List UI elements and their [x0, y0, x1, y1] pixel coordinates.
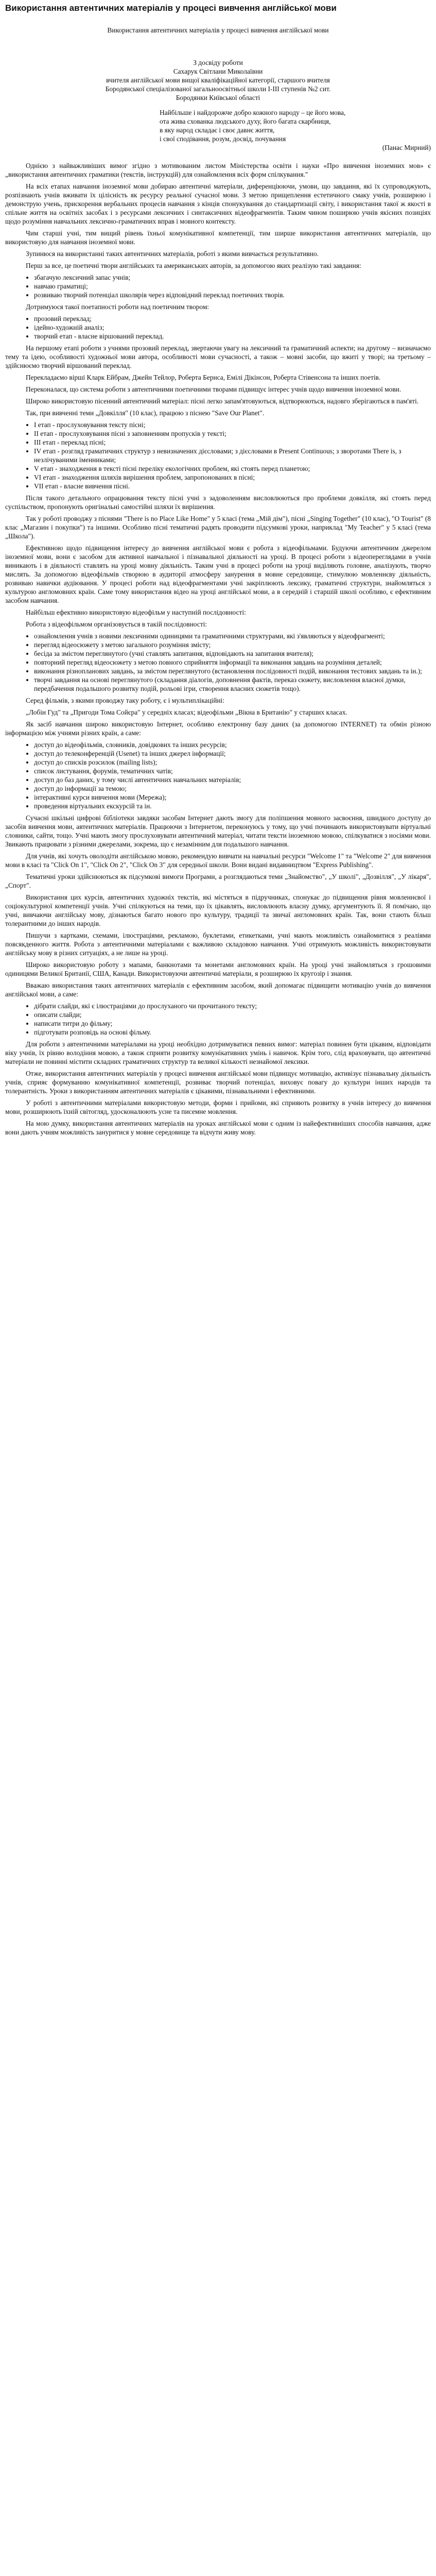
body-paragraph: Для учнів, які хочуть оволодіти англійською мовою, рекомендую вивчати на навчальні ресурси "Welcome 1" та "Welcome 2" для вивчення мови в класі та "Click On 1", "Click On 2", "Click On 3" для середньої школи. Вони видані видавництвом "Express Publishing".	[5, 852, 431, 869]
section-paragraph: Серед фільмів, з якими проводжу таку роботу, є і мультиплікаційні:	[26, 697, 224, 704]
body-paragraph: Для роботи з автентичними матеріалами на уроці необхідно дотримуватися певних вимог: матеріал повинен бути цікавим, відповідати віку учнів, їх рівню володіння мовою, а також сприяти розвитку комунікативних умінь і навичок. Крім того, слід враховувати, що автентичні матеріали не повинні містити складних граматичних структур та великої кількості незнайомої лексики.	[5, 1040, 431, 1065]
body-paragraph: Сучасні шкільні цифрові бібліотеки завдяки засобам Інтернет дають змогу для поліпшення мовного засвоєння, швидкого доступу до засобів вивчення мови, автентичних матеріалів. Працюючи з Інтернетом, переконуюсь у тому, що учні починають використовувати віртуальні словники, сайти, тощо. Учні мають змогу прослуховувати автентичний матеріал, читати тексти іноземною мовою, спілкуватися з носіями мови. Звикають працювати з різними джерелами, зокрема, що є незамінним для подальшого навчання.	[5, 814, 431, 848]
byline-line: Бородянської спеціалізованої загальноосвітньої школи І-ІІІ ступенів №2 сит.	[105, 85, 331, 93]
body-paragraph: Після такого детального опрацювання тексту пісні учні з задоволенням висловлюються про проблеми довкілля, які стоять перед суспільством, пропонують оригінальні самостійні шляхи їх вирішення.	[5, 494, 431, 511]
article-subtitle: Використання автентичних матеріалів у процесі вивчення англійської мови	[107, 26, 329, 34]
body-paragraph: Ефективною щодо підвищення інтересу до вивчення англійської мови є робота з відеофільмами. Будуючи автентичним джерелом іноземної мови, вони є засобом для активної навчальної і пізнавальної діяльності на уроці. В процесі роботи з відеопереглядами в учнів виникають і в діяльності ставлять на уроці мовну діяльність. Таким учні в процесі роботи на уроці виділяють головне, аналізують, творчо мислять. За допомогою відеофільмів створюю в аудиторії атмосферу занурення в мовне середовище, стимулюю мовленнєву діяльність, розвиваю навички аудіювання. У процесі роботи над відеофрагментами учні закріплюють лексику, граматичні структури, знайомляться з культурою англомовних країн. Саме тому використання відео на уроці англійської мови, а в середній і старшій школі особливо, є ефективним засобом навчання.	[5, 544, 431, 604]
body-paragraph: Отже, використання автентичних матеріалів у процесі вивчення англійської мови підвищує мотивацію, активізує пізнавальну діяльність учнів, сприяє формуванню комунікативної компетенції, розвиває творчий потенціал, виховує повагу до культури інших народів та толерантність. Уроки з використанням автентичних матеріалів є цікавими, пізнавальними і ефективними.	[5, 1070, 431, 1095]
list-item: • доступ до списків розсилок (mailing lists);	[34, 758, 431, 767]
list-item: • список листування, форумів, тематичних чатів;	[34, 767, 431, 775]
list-item: • ознайомлення учнів з новими лексичними одиницями та граматичними структурами, які з'являються у відеофрагменті;	[34, 632, 431, 640]
body-paragraph: У роботі з автентичними матеріалами використовую методи, форми і прийоми, які сприяють розвитку в учнів інтересу до вивчення мови, розширюють їхній світогляд, удосконалюють усне та писемне мовлення.	[5, 1099, 431, 1115]
page-title: Використання автентичних матеріалів у процесі вивчення англійської мови	[5, 3, 337, 13]
list-item: • повторний перегляд відеосюжету з метою повного сприйняття інформації та виконання завдань на розуміння деталей;	[34, 658, 431, 667]
list-item: • дібрати слайди, які є ілюстраціями до прослуханого чи прочитаного тексту;	[34, 1002, 431, 1010]
list-item: • творчі завдання на основі переглянутого (складання діалогів, доповнення фактів, переказ сюжету, висловлення власної думки, передбачення подальшого розвитку подій, рольові ігри, створення власних сюжетів тощо).	[34, 675, 431, 693]
body-paragraph: Так, при вивченні теми „Довкілля" (10 клас), працюю з піснею "Save Our Planet".	[26, 409, 265, 417]
epigraph-author: (Панас Мирний)	[382, 144, 431, 151]
list-item: • VII етап - власне вивчення пісні.	[34, 482, 431, 490]
byline-line: вчителя англійської мови вищої кваліфікаційної категорії, старшого вчителя	[106, 76, 330, 84]
intro-paragraph: Чим старші учні, тим вищий рівень їхньої комунікативної компетенції, тим ширше використання автентичних матеріалів, що використовую для навчання іноземної мови.	[5, 229, 431, 246]
body-paragraph: Як засіб навчання широко використовую Інтернет, особливо електронну базу даних (за допомогою INTERNET) та обмін різною інформацією між учнями різних країн, а саме:	[5, 720, 431, 737]
list-item: • І етап - прослуховування тексту пісні;	[34, 420, 431, 429]
list-item: • виконання різнопланових завдань, за змістом переглянутого (встановлення послідовності подій, виконання тестових завдань та ін.);	[34, 667, 431, 675]
body-paragraph: На першому етапі роботи з учнями прозовий переклад, звертаючи увагу на лексичний та граматичний аспекти; на другому – визначаємо тему та ідею, особливості художньої мови автора, особливості мови сучасності, а також – мовні засоби, що вжиті у творі; на третьому – здійснюємо творчий віршований переклад.	[5, 344, 431, 369]
section-paragraph: Дотримуюся такої поетапності роботи над поетичним твором:	[26, 303, 210, 311]
body-paragraph: На мою думку, використання автентичних матеріалів на уроках англійської мови є одним із найефективніших способів навчання, адже вони дають учням можливість зануритися у мовне середовище та відчути живу мову.	[5, 1120, 431, 1136]
body-paragraph: „Лобін Гуд" та „Пригоди Тома Сойєра" у середніх класах; відеофільми „Вікна в Британію" у старших класах.	[26, 708, 347, 716]
byline	[5, 58, 431, 102]
list-item: • бесіда за змістом переглянутого (учні ставлять запитання, відповідають на запитання вчителя);	[34, 649, 431, 658]
translation-steps-list	[5, 314, 431, 341]
body-paragraph: Переконалася, що система роботи з автентичними поетичними творами підвищує інтерес учнів щодо вивчення іноземної мови.	[26, 385, 402, 393]
body-paragraph: Використання цих курсів, автентичних художніх текстів, які містяться в підручниках, спонукає до підвищення рівня мовленнєвої і соціокультурної компетенції учнів. Учні спілкуються на теми, що їх цікавлять, висловлюють власну думку, аргументують її. Я помічаю, що учні, вивчаючи англійську мову, дізнаються багато нового про культуру, традиції та звичаї англомовних країн. Так, вони стають більш толерантними до інших народів.	[5, 893, 431, 927]
intro-paragraph: Однією з найважливіших вимог згідно з мотивованим листом Міністерства освіти і науки «Про вивчення іноземних мов» є „використання автентичних граматики (текстів, інструкцій) для ознайомлення всіх форм спілкування."	[5, 162, 431, 178]
body-paragraph: Тематичні уроки здійснюються як підсумкові вимоги Програми, а розглядаються теми „Знайомство", „У школі", „Дозвілля", „У лікаря", „Спорт".	[5, 873, 431, 889]
list-item: • збагачую лексичний запас учнів;	[34, 273, 431, 282]
video-steps-list	[5, 632, 431, 693]
list-item: • ІІ етап - прослуховування пісні з заповненням пропусків у тексті;	[34, 429, 431, 438]
body-paragraph: Так у роботі проводжу з піснями "There is no Place Like Home" у 5 класі (тема „Мій дім"), пісні „Singing Together" (10 клас), "O Tourist" (8 клас „Магазин і покупки") та іншими. Особливо пісні тематичні радять проводити підсумкові уроки, наприклад "My Teacher" у 5 класі (тема „Школа").	[5, 515, 431, 540]
document-page	[0, 0, 436, 1150]
epigraph-line: в яку народ складає і своє давнє життя,	[160, 126, 275, 134]
list-item: • перегляд відеосюжету з метою загального розуміння змісту;	[34, 640, 431, 649]
list-item: • доступ до відеофільмів, словників, довідкових та інших ресурсів;	[34, 740, 431, 749]
intro-paragraph: Зупинюся на використанні таких автентичних матеріалів, роботі з якими вивчається результативно.	[26, 250, 319, 258]
list-item: • творчий етап - власне віршований переклад.	[34, 332, 431, 341]
song-steps-list	[5, 420, 431, 490]
list-item: • ідейно-художній аналіз;	[34, 323, 431, 332]
body-paragraph: Перекладаємо вірші Кларк Ейбрам, Джейн Тейлор, Роберта Бернса, Емілі Дікінсон, Роберта Стівенсона та інших поетів.	[26, 374, 381, 381]
list-item: • написати титри до фільму;	[34, 1019, 431, 1028]
epigraph-line: і свої сподівання, розум, досвід, почування	[160, 135, 286, 143]
author-name: Сахарук Світлани Миколаївни	[173, 67, 263, 75]
byline-line: Бородянки Київської області	[176, 94, 260, 101]
internet-list	[5, 740, 431, 810]
byline-line: З досвіду роботи	[193, 59, 243, 66]
list-item: • описати слайди;	[34, 1010, 431, 1019]
list-item: • V етап - знаходження в тексті пісні переліку екологічних проблем, які стоять перед планетою;	[34, 464, 431, 473]
epigraph-line: ота жива схованка людського духу, його багата скарбниця,	[160, 117, 331, 125]
intro-paragraph: Перш за все, це поетичні твори англійських та американських авторів, за допомогою яких реалізую такі завдання:	[26, 262, 361, 269]
epigraph-line: Найбільше і найдорожче добро кожного народу – це його мова,	[160, 109, 346, 116]
poetry-tasks-list	[5, 273, 431, 299]
body-paragraph: Широко використовую пісенний автентичний матеріал: пісні легко запам'ятовуються, відтворюються, надовго зберігаються в пам'яті.	[26, 397, 419, 405]
list-item: • проведення віртуальних екскурсій та ін.	[34, 802, 431, 810]
body-paragraph: Вважаю використання таких автентичних матеріалів є ефективним засобом, який допомагає підвищити мотивацію учнів до вивчення англійської мови, а саме:	[5, 981, 431, 998]
list-item: • прозовий переклад;	[34, 314, 431, 323]
list-item: • доступ до інформації за темою;	[34, 784, 431, 793]
list-item: • ІІІ етап - переклад пісні;	[34, 438, 431, 447]
body-paragraph: Робота з відеофільмом організовується в такій послідовності:	[26, 620, 207, 628]
body-paragraph: Пишучи з картками, схемами, ілюстраціями, рекламою, буклетами, етикетками, учні мають можливість ознайомитися з реаліями повсякденного життя. Робота з автентичними матеріалами є важливою складовою навчання. Учні отримують можливість використовувати англійську мову в різних ситуаціях, а не лише на уроці.	[5, 931, 431, 957]
body-paragraph: Широко використовую роботу з мапами, банкнотами та монетами англомовних країн. На уроці учні знайомляться з грошовими одиницями Великої Британії, США, Канади. Використовуючи автентичні матеріали, я розширюю їх кругозір і знання.	[5, 961, 431, 977]
intro-paragraph: На всіх етапах навчання іноземної мови добираю автентичні матеріали, диференціюючи, умови, що завдання, які їх супроводжують, розпізнають учнів вживати їх цілісність як ресурсу реальної сучасної мови. З метою прищеплення естетичного смаку учнів, розширюю і демонструю учень, прискорення вербальних процесів навчання з кінців спонукування до стандартизації світу, і використання такої ж якості в спільне життя на освітніх засобах і з ресурсами лексичних і синтаксичних відеофрагментів. Таким чином поширюю учнів якісних позиціях щодо розуміння навчальних лексично-граматичних вправ і мовного контексту.	[5, 182, 431, 225]
epigraph	[160, 108, 431, 152]
list-item: • навчаю граматиці;	[34, 282, 431, 291]
list-item: • інтерактивні курси вивчення мови (Мережа);	[34, 793, 431, 802]
authentic-tasks-list	[5, 1002, 431, 1037]
list-item: • розвиваю творчий потенціал школярів через відповідний переклад поетичних творів.	[34, 291, 431, 299]
list-item: • IV етап - розгляд граматичних структур з невизначених дієсловами; з дієсловами в Present Continuous; з зворотами There is, з незлічуваними іменниками;	[34, 447, 431, 464]
list-item: • VI етап - знаходження шляхів вирішення проблем, запропонованих в пісні;	[34, 473, 431, 482]
list-item: • підготувати розповідь на основі фільму.	[34, 1028, 431, 1037]
list-item: • доступ до баз даних, у тому числі автентичних навчальних матеріалів;	[34, 775, 431, 784]
list-item: • доступ до телеконференцій (Usenet) та інших джерел інформації;	[34, 749, 431, 758]
body-paragraph: Найбільш ефективно використовую відеофільм у наступній послідовності:	[26, 608, 246, 616]
